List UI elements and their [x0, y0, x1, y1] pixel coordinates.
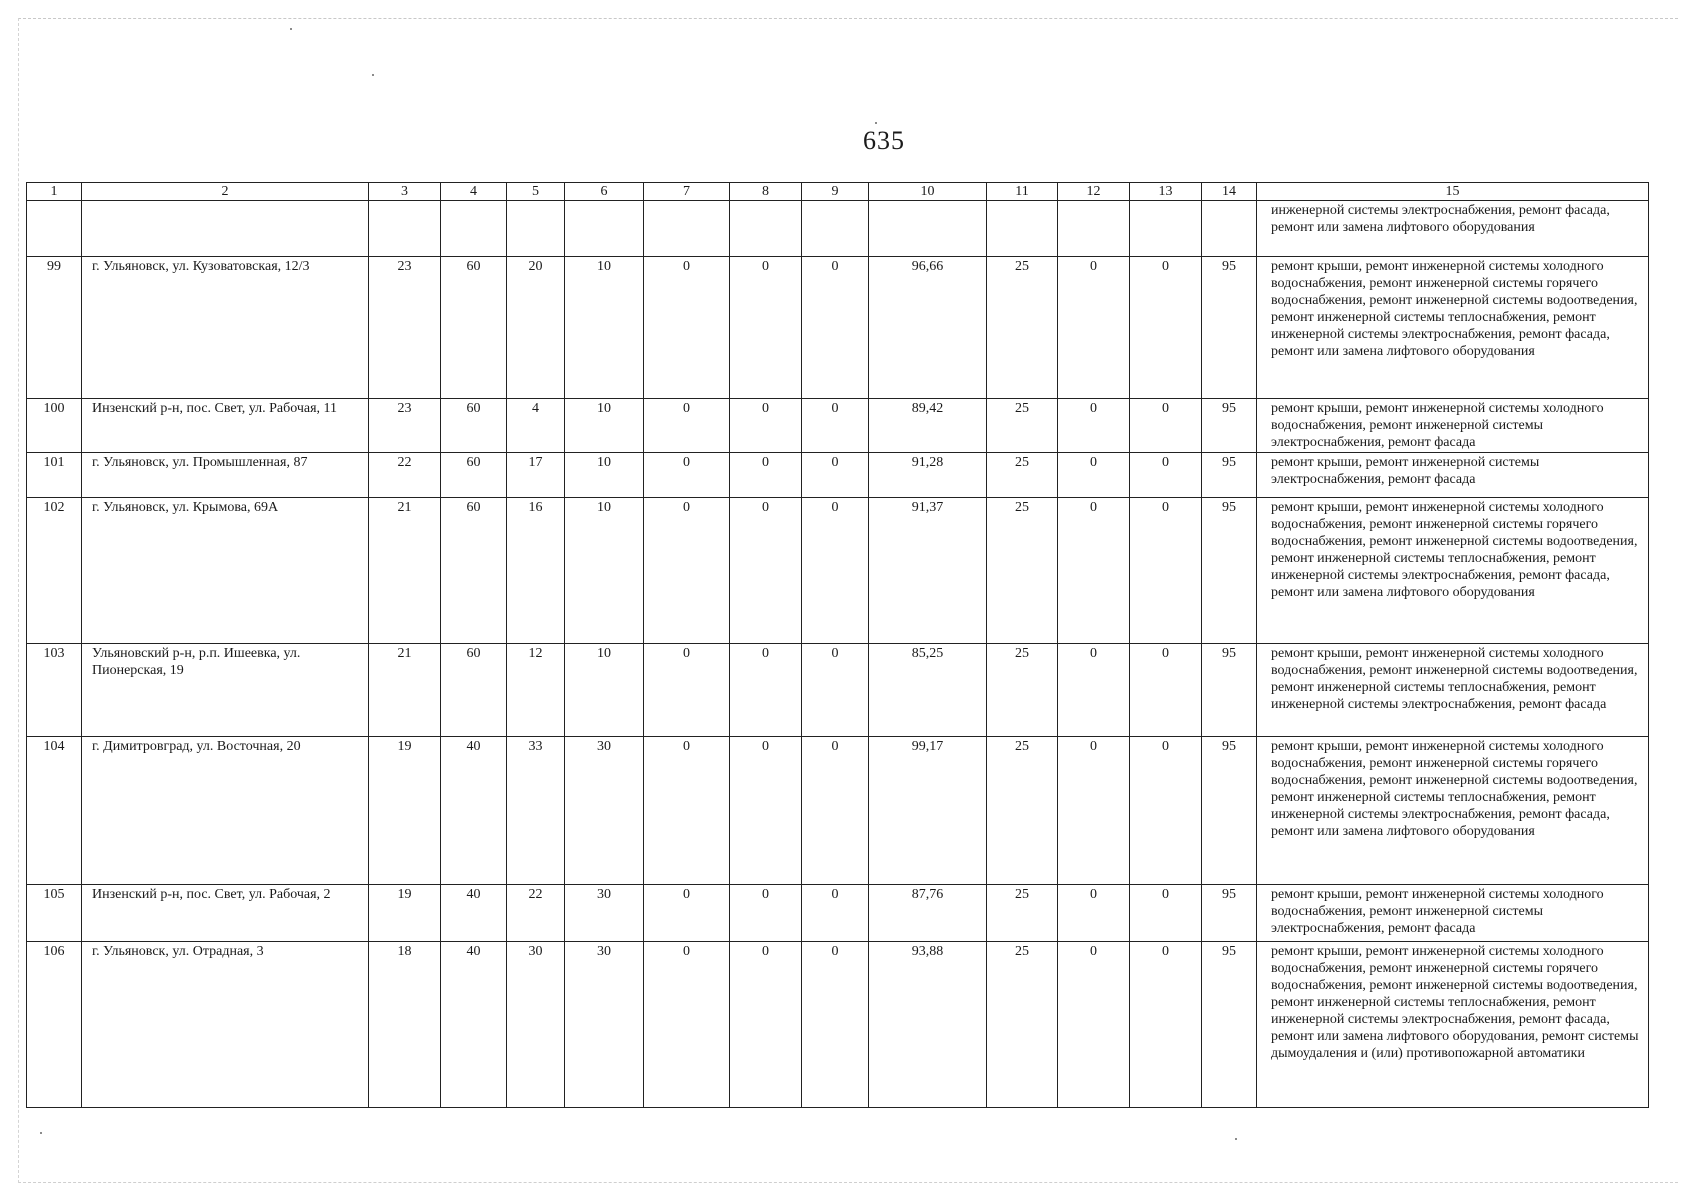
scan-speck: [875, 122, 877, 124]
value-cell-c12: 0: [1058, 644, 1130, 737]
value-cell-c8: 0: [730, 257, 802, 399]
value-cell-c12: 0: [1058, 498, 1130, 644]
address-cell: г. Ульяновск, ул. Кузоватовская, 12/3: [82, 257, 369, 399]
value-cell-c7: 0: [644, 399, 730, 453]
value-cell-c13: 0: [1130, 737, 1202, 885]
address-cell: г. Ульяновск, ул. Промышленная, 87: [82, 453, 369, 498]
row-number-cell: 101: [27, 453, 82, 498]
value-cell-c5: 12: [507, 644, 565, 737]
value-cell-c11: 25: [987, 885, 1058, 942]
value-cell-c8: 0: [730, 942, 802, 1108]
value-cell-c10: 89,42: [869, 399, 987, 453]
value-cell-c8: 0: [730, 498, 802, 644]
row-number-cell: 103: [27, 644, 82, 737]
header-cell: 15: [1257, 183, 1649, 201]
value-cell-c3: 23: [369, 399, 441, 453]
value-cell-c7: 0: [644, 498, 730, 644]
empty-cell: [1202, 201, 1257, 257]
page-number: 635: [863, 126, 905, 155]
row-number-cell: 102: [27, 498, 82, 644]
value-cell-c11: 25: [987, 942, 1058, 1108]
value-cell-c12: 0: [1058, 885, 1130, 942]
value-cell-c10: 85,25: [869, 644, 987, 737]
table-row: [27, 885, 1649, 942]
value-cell-c14: 95: [1202, 257, 1257, 399]
value-cell-c10: 91,37: [869, 498, 987, 644]
table-row: [27, 453, 1649, 498]
works-cell: ремонт крыши, ремонт инженерной системы холодного водоснабжения, ремонт инженерной системы электроснабжения, ремонт фасада: [1257, 399, 1649, 453]
header-cell: 6: [565, 183, 644, 201]
value-cell-c9: 0: [802, 644, 869, 737]
empty-cell: [369, 201, 441, 257]
value-cell-c11: 25: [987, 498, 1058, 644]
value-cell-c3: 23: [369, 257, 441, 399]
value-cell-c6: 10: [565, 257, 644, 399]
value-cell-c13: 0: [1130, 399, 1202, 453]
row-number-cell: 100: [27, 399, 82, 453]
value-cell-c6: 10: [565, 498, 644, 644]
value-cell-c6: 30: [565, 942, 644, 1108]
value-cell-c8: 0: [730, 453, 802, 498]
header-cell: 14: [1202, 183, 1257, 201]
value-cell-c4: 60: [441, 644, 507, 737]
header-cell: 1: [27, 183, 82, 201]
header-row: [27, 183, 1649, 201]
value-cell-c11: 25: [987, 644, 1058, 737]
value-cell-c9: 0: [802, 942, 869, 1108]
table-row: [27, 257, 1649, 399]
value-cell-c4: 60: [441, 257, 507, 399]
value-cell-c3: 22: [369, 453, 441, 498]
value-cell-c5: 30: [507, 942, 565, 1108]
value-cell-c4: 40: [441, 885, 507, 942]
address-cell: Ульяновский р-н, р.п. Ишеевка, ул. Пионерская, 19: [82, 644, 369, 737]
header-cell: 13: [1130, 183, 1202, 201]
value-cell-c7: 0: [644, 644, 730, 737]
header-cell: 5: [507, 183, 565, 201]
value-cell-c5: 33: [507, 737, 565, 885]
value-cell-c8: 0: [730, 737, 802, 885]
row-number-cell: 99: [27, 257, 82, 399]
value-cell-c7: 0: [644, 885, 730, 942]
value-cell-c14: 95: [1202, 942, 1257, 1108]
value-cell-c4: 60: [441, 453, 507, 498]
value-cell-c13: 0: [1130, 644, 1202, 737]
value-cell-c13: 0: [1130, 942, 1202, 1108]
value-cell-c9: 0: [802, 737, 869, 885]
empty-cell: [82, 201, 369, 257]
value-cell-c11: 25: [987, 257, 1058, 399]
address-cell: Инзенский р-н, пос. Свет, ул. Рабочая, 2: [82, 885, 369, 942]
value-cell-c12: 0: [1058, 453, 1130, 498]
works-cell: ремонт крыши, ремонт инженерной системы холодного водоснабжения, ремонт инженерной системы электроснабжения, ремонт фасада: [1257, 885, 1649, 942]
value-cell-c12: 0: [1058, 257, 1130, 399]
value-cell-c10: 91,28: [869, 453, 987, 498]
value-cell-c6: 30: [565, 737, 644, 885]
row-number-cell: 105: [27, 885, 82, 942]
value-cell-c7: 0: [644, 257, 730, 399]
works-cell: ремонт крыши, ремонт инженерной системы холодного водоснабжения, ремонт инженерной системы горячего водоснабжения, ремонт инженерной системы водоотведения, ремонт инженерной системы теплоснабжения, ремонт инженерной системы электроснабжения, ремонт фасада, ремонт или замена лифтового оборудования: [1257, 737, 1649, 885]
value-cell-c3: 19: [369, 885, 441, 942]
scan-speck: [40, 1132, 42, 1134]
empty-cell: [1130, 201, 1202, 257]
value-cell-c14: 95: [1202, 399, 1257, 453]
empty-cell: [565, 201, 644, 257]
table-row: [27, 644, 1649, 737]
empty-cell: [644, 201, 730, 257]
value-cell-c4: 60: [441, 399, 507, 453]
scan-speck: [290, 28, 292, 30]
address-cell: г. Ульяновск, ул. Отрадная, 3: [82, 942, 369, 1108]
value-cell-c11: 25: [987, 737, 1058, 885]
value-cell-c10: 87,76: [869, 885, 987, 942]
value-cell-c8: 0: [730, 885, 802, 942]
scan-speck: [1235, 1138, 1237, 1140]
value-cell-c14: 95: [1202, 453, 1257, 498]
table-row: [27, 737, 1649, 885]
value-cell-c9: 0: [802, 885, 869, 942]
value-cell-c10: 96,66: [869, 257, 987, 399]
table-row: [27, 498, 1649, 644]
value-cell-c10: 99,17: [869, 737, 987, 885]
value-cell-c6: 10: [565, 644, 644, 737]
value-cell-c6: 10: [565, 399, 644, 453]
value-cell-c14: 95: [1202, 737, 1257, 885]
empty-cell: [869, 201, 987, 257]
value-cell-c5: 20: [507, 257, 565, 399]
value-cell-c12: 0: [1058, 737, 1130, 885]
value-cell-c4: 40: [441, 737, 507, 885]
works-cell: ремонт крыши, ремонт инженерной системы холодного водоснабжения, ремонт инженерной системы горячего водоснабжения, ремонт инженерной системы водоотведения, ремонт инженерной системы теплоснабжения, ремонт инженерной системы электроснабжения, ремонт фасада, ремонт или замена лифтового оборудования, ремонт системы дымоудаления и (или) противопожарной автоматики: [1257, 942, 1649, 1108]
value-cell-c7: 0: [644, 453, 730, 498]
value-cell-c5: 4: [507, 399, 565, 453]
value-cell-c4: 40: [441, 942, 507, 1108]
value-cell-c3: 21: [369, 644, 441, 737]
value-cell-c10: 93,88: [869, 942, 987, 1108]
row-number-cell: 106: [27, 942, 82, 1108]
works-cell: ремонт крыши, ремонт инженерной системы холодного водоснабжения, ремонт инженерной системы горячего водоснабжения, ремонт инженерной системы водоотведения, ремонт инженерной системы теплоснабжения, ремонт инженерной системы электроснабжения, ремонт фасада, ремонт или замена лифтового оборудования: [1257, 498, 1649, 644]
value-cell-c13: 0: [1130, 885, 1202, 942]
value-cell-c4: 60: [441, 498, 507, 644]
value-cell-c7: 0: [644, 737, 730, 885]
works-cell: ремонт крыши, ремонт инженерной системы холодного водоснабжения, ремонт инженерной системы водоотведения, ремонт инженерной системы теплоснабжения, ремонт инженерной системы электроснабжения, ремонт фасада: [1257, 644, 1649, 737]
header-cell: 3: [369, 183, 441, 201]
value-cell-c9: 0: [802, 453, 869, 498]
value-cell-c9: 0: [802, 498, 869, 644]
value-cell-c14: 95: [1202, 498, 1257, 644]
value-cell-c6: 30: [565, 885, 644, 942]
value-cell-c3: 19: [369, 737, 441, 885]
works-cell: ремонт крыши, ремонт инженерной системы электроснабжения, ремонт фасада: [1257, 453, 1649, 498]
value-cell-c5: 16: [507, 498, 565, 644]
header-cell: 4: [441, 183, 507, 201]
header-cell: 9: [802, 183, 869, 201]
value-cell-c14: 95: [1202, 885, 1257, 942]
value-cell-c11: 25: [987, 399, 1058, 453]
empty-cell: [730, 201, 802, 257]
address-cell: г. Димитровград, ул. Восточная, 20: [82, 737, 369, 885]
empty-cell: [441, 201, 507, 257]
empty-cell: [987, 201, 1058, 257]
empty-cell: [802, 201, 869, 257]
works-cell: инженерной системы электроснабжения, ремонт фасада, ремонт или замена лифтового оборудования: [1257, 201, 1649, 257]
header-cell: 10: [869, 183, 987, 201]
value-cell-c5: 22: [507, 885, 565, 942]
value-cell-c8: 0: [730, 399, 802, 453]
value-cell-c13: 0: [1130, 257, 1202, 399]
value-cell-c3: 18: [369, 942, 441, 1108]
header-cell: 12: [1058, 183, 1130, 201]
value-cell-c9: 0: [802, 257, 869, 399]
value-cell-c14: 95: [1202, 644, 1257, 737]
address-cell: Инзенский р-н, пос. Свет, ул. Рабочая, 11: [82, 399, 369, 453]
value-cell-c7: 0: [644, 942, 730, 1108]
value-cell-c13: 0: [1130, 498, 1202, 644]
header-cell: 2: [82, 183, 369, 201]
value-cell-c8: 0: [730, 644, 802, 737]
value-cell-c12: 0: [1058, 399, 1130, 453]
header-cell: 7: [644, 183, 730, 201]
value-cell-c5: 17: [507, 453, 565, 498]
empty-cell: [27, 201, 82, 257]
value-cell-c12: 0: [1058, 942, 1130, 1108]
table-rows: [27, 257, 1649, 1108]
scan-speck: [372, 74, 374, 76]
header-cell: 11: [987, 183, 1058, 201]
table-row: [27, 942, 1649, 1108]
continuation-row: [27, 201, 1649, 257]
works-cell: ремонт крыши, ремонт инженерной системы холодного водоснабжения, ремонт инженерной системы горячего водоснабжения, ремонт инженерной системы водоотведения, ремонт инженерной системы теплоснабжения, ремонт инженерной системы электроснабжения, ремонт фасада, ремонт или замена лифтового оборудования: [1257, 257, 1649, 399]
address-cell: г. Ульяновск, ул. Крымова, 69А: [82, 498, 369, 644]
value-cell-c9: 0: [802, 399, 869, 453]
empty-cell: [1058, 201, 1130, 257]
table-row: [27, 399, 1649, 453]
row-number-cell: 104: [27, 737, 82, 885]
value-cell-c11: 25: [987, 453, 1058, 498]
header-cell: 8: [730, 183, 802, 201]
value-cell-c3: 21: [369, 498, 441, 644]
empty-cell: [507, 201, 565, 257]
value-cell-c6: 10: [565, 453, 644, 498]
value-cell-c13: 0: [1130, 453, 1202, 498]
repair-register-table: [26, 182, 1649, 1108]
